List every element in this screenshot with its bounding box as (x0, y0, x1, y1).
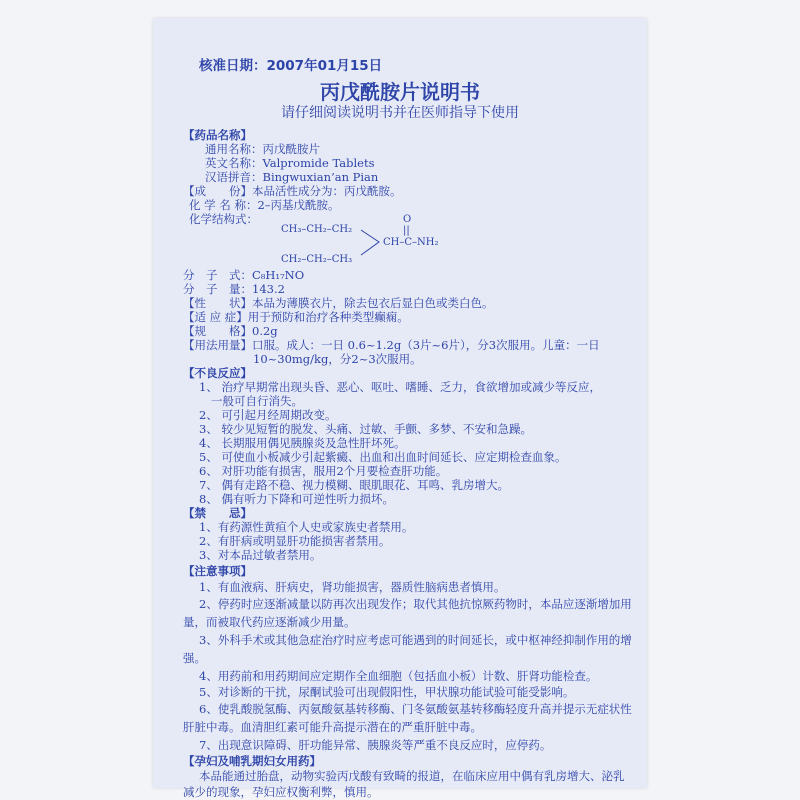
dosage-line-2: 10~30mg/kg，分2~3次服用。 (253, 352, 422, 366)
english-name: 英文名称：Valpromide Tablets (205, 156, 375, 170)
leaflet-subtitle: 请仔细阅读说明书并在医师指导下使用 (281, 105, 519, 121)
adverse-item: 2、 可引起月经周期改变。 (199, 408, 337, 422)
precaution-item: 4、用药前和用药期间应定期作全血细胞（包括血小板）计数、肝肾功能检查。 (199, 669, 598, 683)
adverse-item: 3、 较少见短暂的脱发、头痛、过敏、手颤、多梦、不安和急躁。 (199, 422, 532, 436)
structure-oxygen: O (403, 214, 412, 225)
approval-date: 核准日期：2007年01月15日 (199, 58, 383, 74)
strength: 【规 格】0.2g (183, 324, 278, 338)
precaution-item: 3、外科手术或其他急症治疗时应考虑可能遇到的时间延长，或中枢神经抑制作用的增强。 (183, 633, 632, 665)
contraindications-heading: 【禁 忌】 (183, 506, 252, 520)
drug-name-heading: 【药品名称】 (183, 128, 252, 142)
structure-bottom-chain: CH₂–CH₂–CH₃ (281, 254, 353, 265)
adverse-item: 6、 对肝功能有损害，服用2个月要检查肝功能。 (199, 464, 448, 478)
pregnancy-text: 本品能通过胎盘，动物实验丙戊酸有致畸的报道，在临床应用中偶有乳房增大、泌乳减少的现象，孕妇应权衡利弊，慎用。 (183, 769, 625, 799)
pinyin-name: 汉语拼音：Bingwuxian’an Pian (205, 170, 379, 184)
structure-double-bond: || (403, 225, 410, 236)
adverse-item: 4、 长期服用偶见胰腺炎及急性肝坏死。 (199, 436, 406, 450)
precaution-item: 6、使乳酸脱氢酶、丙氨酸氨基转移酶、门冬氨酸氨基转移酶轻度升高并提示无症状性肝脏中毒。血清胆红素可能升高提示潜在的严重肝脏中毒。 (183, 702, 632, 734)
generic-name: 通用名称：丙戊酰胺片 (205, 142, 320, 156)
precaution-item: 7、出现意识障碍、肝功能异常、胰腺炎等严重不良反应时，应停药。 (199, 738, 552, 752)
precaution-item: 5、对诊断的干扰，尿酮试验可出现假阳性，甲状腺功能试验可能受影响。 (199, 685, 575, 699)
structure-bracket (359, 228, 381, 258)
contraindication-item: 2、有肝病或明显肝功能损害者禁用。 (199, 534, 391, 548)
structure-top-chain: CH₃–CH₂–CH₂ (281, 224, 353, 235)
precaution-item: 1、有血液病、肝病史，肾功能损害，器质性脑病患者慎用。 (199, 580, 506, 594)
adverse-heading: 【不良反应】 (183, 366, 252, 380)
properties: 【性 状】本品为薄膜衣片，除去包衣后显白色或类白色。 (183, 296, 494, 310)
pregnancy-heading: 【孕妇及哺乳期妇女用药】 (183, 754, 321, 768)
leaflet-sheet (153, 18, 647, 799)
structure-label: 化学结构式： (189, 212, 258, 226)
leaflet-title: 丙戊酰胺片说明书 (320, 80, 480, 104)
contraindication-item: 1、有药源性黄疸个人史或家族史者禁用。 (199, 520, 414, 534)
adverse-item: 8、 偶有听力下降和可逆性听力损坏。 (199, 492, 394, 506)
molecular-weight: 分 子 量：143.2 (183, 282, 285, 296)
adverse-item: 5、 可使血小板减少引起紫癜、出血和出血时间延长、应定期检查血象。 (199, 450, 567, 464)
precautions-heading: 【注意事项】 (183, 564, 252, 578)
indications: 【适 应 症】用于预防和治疗各种类型癫痫。 (183, 310, 409, 324)
dosage-line-1: 【用法用量】口服。成人：一日 0.6~1.2g（3片~6片），分3次服用。儿童：一日 (183, 338, 600, 352)
adverse-item: 7、 偶有走路不稳、视力模糊、眼肌眼花、耳鸣、乳房增大。 (199, 478, 509, 492)
adverse-item: 一般可自行消失。 (211, 394, 303, 408)
structure-amide: CH–C–NH₂ (383, 237, 439, 248)
adverse-item: 1、 治疗早期常出现头昏、恶心、呕吐、嗜睡、乏力，食欲增加或减少等反应， (199, 380, 601, 394)
precaution-item: 2、停药时应逐渐减量以防再次出现发作；取代其他抗惊厥药物时，本品应逐渐增加用量，而被取代药应逐渐减少用量。 (183, 597, 632, 629)
molecular-formula: 分 子 式：C₈H₁₇NO (183, 268, 305, 282)
ingredients: 【成 份】本品活性成分为：丙戊酰胺。 (183, 184, 402, 198)
contraindication-item: 3、对本品过敏者禁用。 (199, 548, 322, 562)
chemical-name: 化 学 名 称：2–丙基戊酰胺。 (189, 198, 340, 212)
